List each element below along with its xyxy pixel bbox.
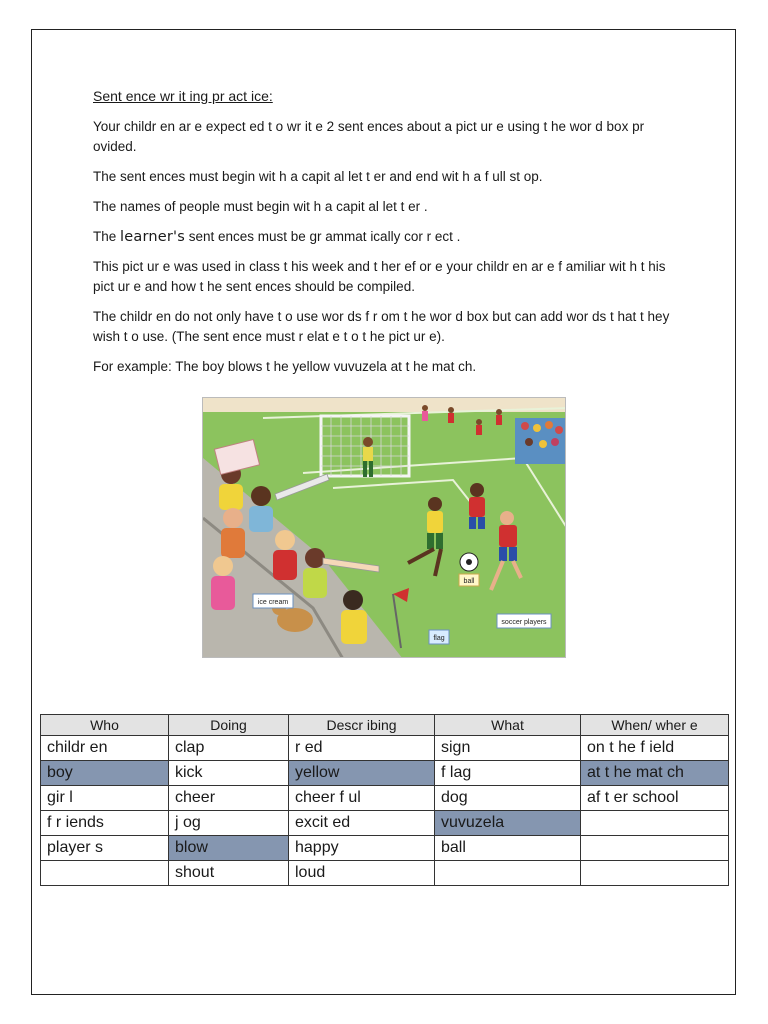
table-cell-highlighted: yellow [289,761,435,786]
grammar-suffix: sent ences must be gr ammat ically cor r ect . [184,229,461,244]
page-heading: Sent ence wr it ing pr act ice: [93,88,273,104]
table-cell: f lag [435,761,581,786]
instructions [93,87,673,387]
soccer-match-picture [202,397,566,658]
ball-icon [460,553,478,571]
table-cell: player s [41,836,169,861]
handwritten-learners: learner's [120,229,185,245]
table-cell: r ed [289,736,435,761]
table-cell: happy [289,836,435,861]
header-who: Who [41,715,169,736]
header-describing: Descr ibing [289,715,435,736]
table-cell-highlighted: blow [169,836,289,861]
example-sentence: For example: The boy blows t he yellow vuvuzela at t he mat ch. [93,359,477,374]
table-cell: j og [169,811,289,836]
table-cell: dog [435,786,581,811]
table-cell: clap [169,736,289,761]
label-soccer-players-text: soccer players [501,619,547,626]
table-cell: sign [435,736,581,761]
label-flag [429,630,449,644]
table-cell: cheer [169,786,289,811]
table-cell: af t er school [581,786,729,811]
grammar-prefix: The [93,229,121,244]
table-cell-highlighted: vuvuzela [435,811,581,836]
table-cell: cheer f ul [289,786,435,811]
label-ball [459,574,479,586]
table-cell-highlighted: at t he mat ch [581,761,729,786]
table-cell: ball [435,836,581,861]
table-cell [581,836,729,861]
table-row [41,861,729,886]
table-header-row [41,715,729,736]
instruction-4 [93,227,673,247]
table-row [41,786,729,811]
word-box-table [40,714,729,886]
instruction-5: This pict ur e was used in class t his week and t her ef or e your childr en ar e f amiliar wit h t his pict ur e and how t he sent ences should be compiled. [93,259,666,294]
instruction-1: Your childr en ar e expect ed t o wr it e 2 sent ences about a pict ur e using t he wor d box pr ovided. [93,119,645,154]
table-cell: childr en [41,736,169,761]
instruction-2: The sent ences must begin wit h a capit al let t er and end wit h a f ull st op. [93,169,543,184]
header-what: What [435,715,581,736]
label-flag-text: flag [433,635,445,642]
header-when-where: When/ wher e [581,715,729,736]
table-row [41,836,729,861]
header-doing: Doing [169,715,289,736]
table-cell: on t he f ield [581,736,729,761]
instruction-6: The childr en do not only have t o use wor ds f r om t he wor d box but can add wor ds t hat t hey wish t o use. (The sent ence must r elat e t o t he pict ur e). [93,309,670,344]
table-cell: shout [169,861,289,886]
table-row [41,736,729,761]
table-cell: excit ed [289,811,435,836]
table-cell [41,861,169,886]
table-cell [581,861,729,886]
label-ice-cream [253,594,293,608]
instruction-3: The names of people must begin wit h a capit al let t er . [93,199,428,214]
table-cell [435,861,581,886]
table-cell: gir l [41,786,169,811]
table-cell [581,811,729,836]
table-row [41,761,729,786]
table-cell: loud [289,861,435,886]
table-cell: kick [169,761,289,786]
label-soccer-players [497,614,551,628]
table-cell: f r iends [41,811,169,836]
table-row [41,811,729,836]
table-cell-highlighted: boy [41,761,169,786]
label-ice-cream-text: ice cream [257,599,289,606]
label-ball-text: ball [463,578,475,585]
right-stands [515,418,566,464]
